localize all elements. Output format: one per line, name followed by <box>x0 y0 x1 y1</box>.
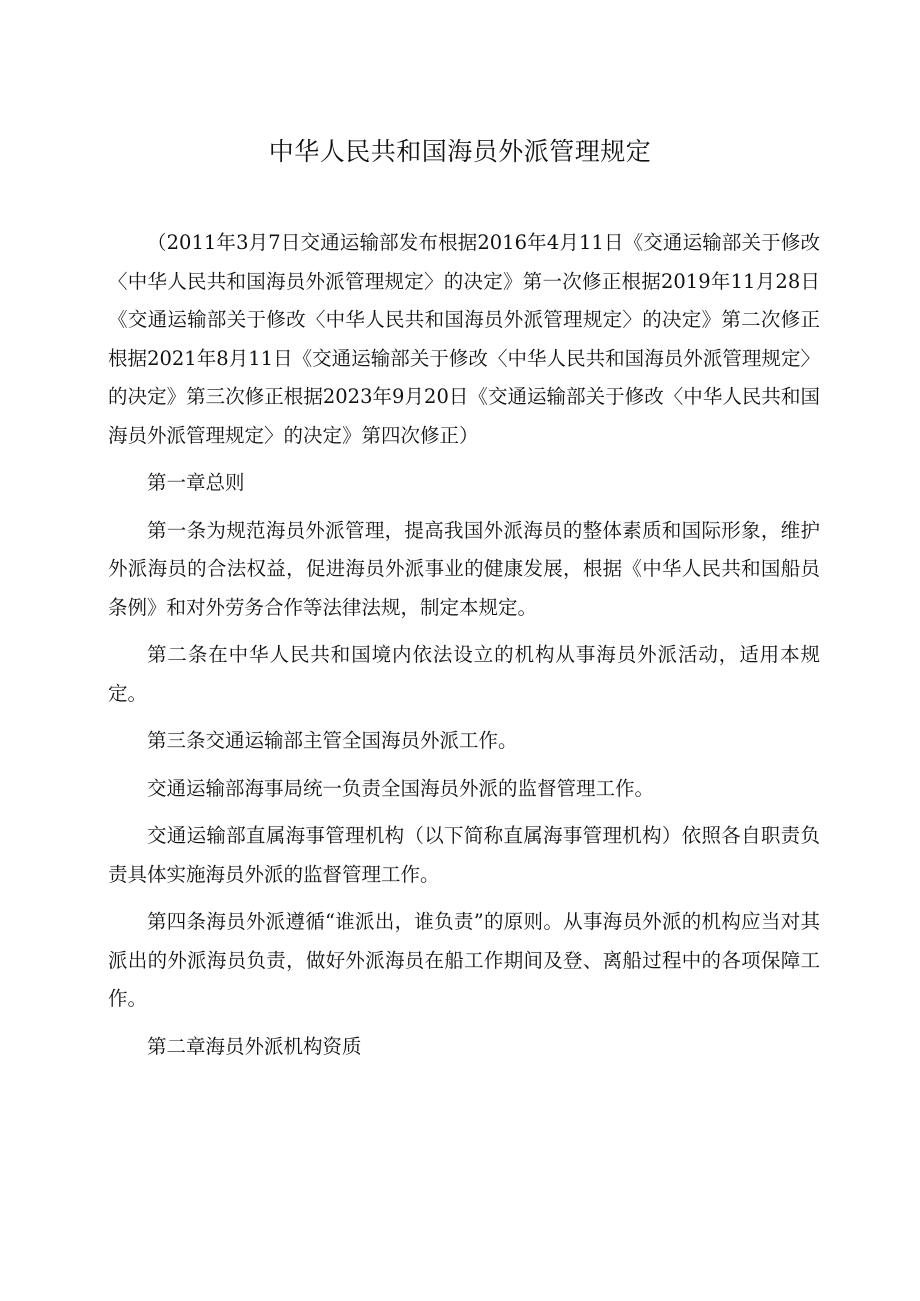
article-paragraph: 交通运输部直属海事管理机构（以下简称直属海事管理机构）依照各自职责负责具体实施海员外派的监督管理工作。 <box>108 824 820 886</box>
article-paragraph: 第二条在中华人民共和国境内依法设立的机构从事海员外派活动，适用本规定。 <box>108 643 820 705</box>
revision-note: （2011年3月7日交通运输部发布根据2016年4月11日《交通运输部关于修改〈中华人民共和国海员外派管理规定〉的决定》第一次修正根据2019年11月28日《交通运输部关于修改〈中华人民共和国海员外派管理规定〉的决定》第二次修正根据2021年8月11日《交通运输部关于修改〈中华人民共和国海员外派管理规定〉的决定》第三次修正根据2023年9月20日《交通运输部关于修改〈中华人民共和国海员外派管理规定〉的决定》第四次修正） <box>108 231 820 447</box>
chapter-heading: 第二章海员外派机构资质 <box>147 1034 362 1058</box>
document-body <box>108 224 820 1075</box>
article-paragraph: 第四条海员外派遵循“谁派出，谁负责”的原则。从事海员外派的机构应当对其派出的外派海员负责，做好外派海员在船工作期间及登、离船过程中的各项保障工作。 <box>108 910 820 1010</box>
article-paragraph: 交通运输部海事局统一负责全国海员外派的监督管理工作。 <box>147 776 655 800</box>
chapter-heading: 第一章总则 <box>147 471 245 494</box>
document-title: 中华人民共和国海员外派管理规定 <box>268 137 652 166</box>
article-paragraph: 第三条交通运输部主管全国海员外派工作。 <box>147 729 518 752</box>
article-paragraph: 第一条为规范海员外派管理，提高我国外派海员的整体素质和国际形象，维护外派海员的合法权益，促进海员外派事业的健康发展，根据《中华人民共和国船员条例》和对外劳务合作等法律法规，制定本规定。 <box>108 518 820 619</box>
